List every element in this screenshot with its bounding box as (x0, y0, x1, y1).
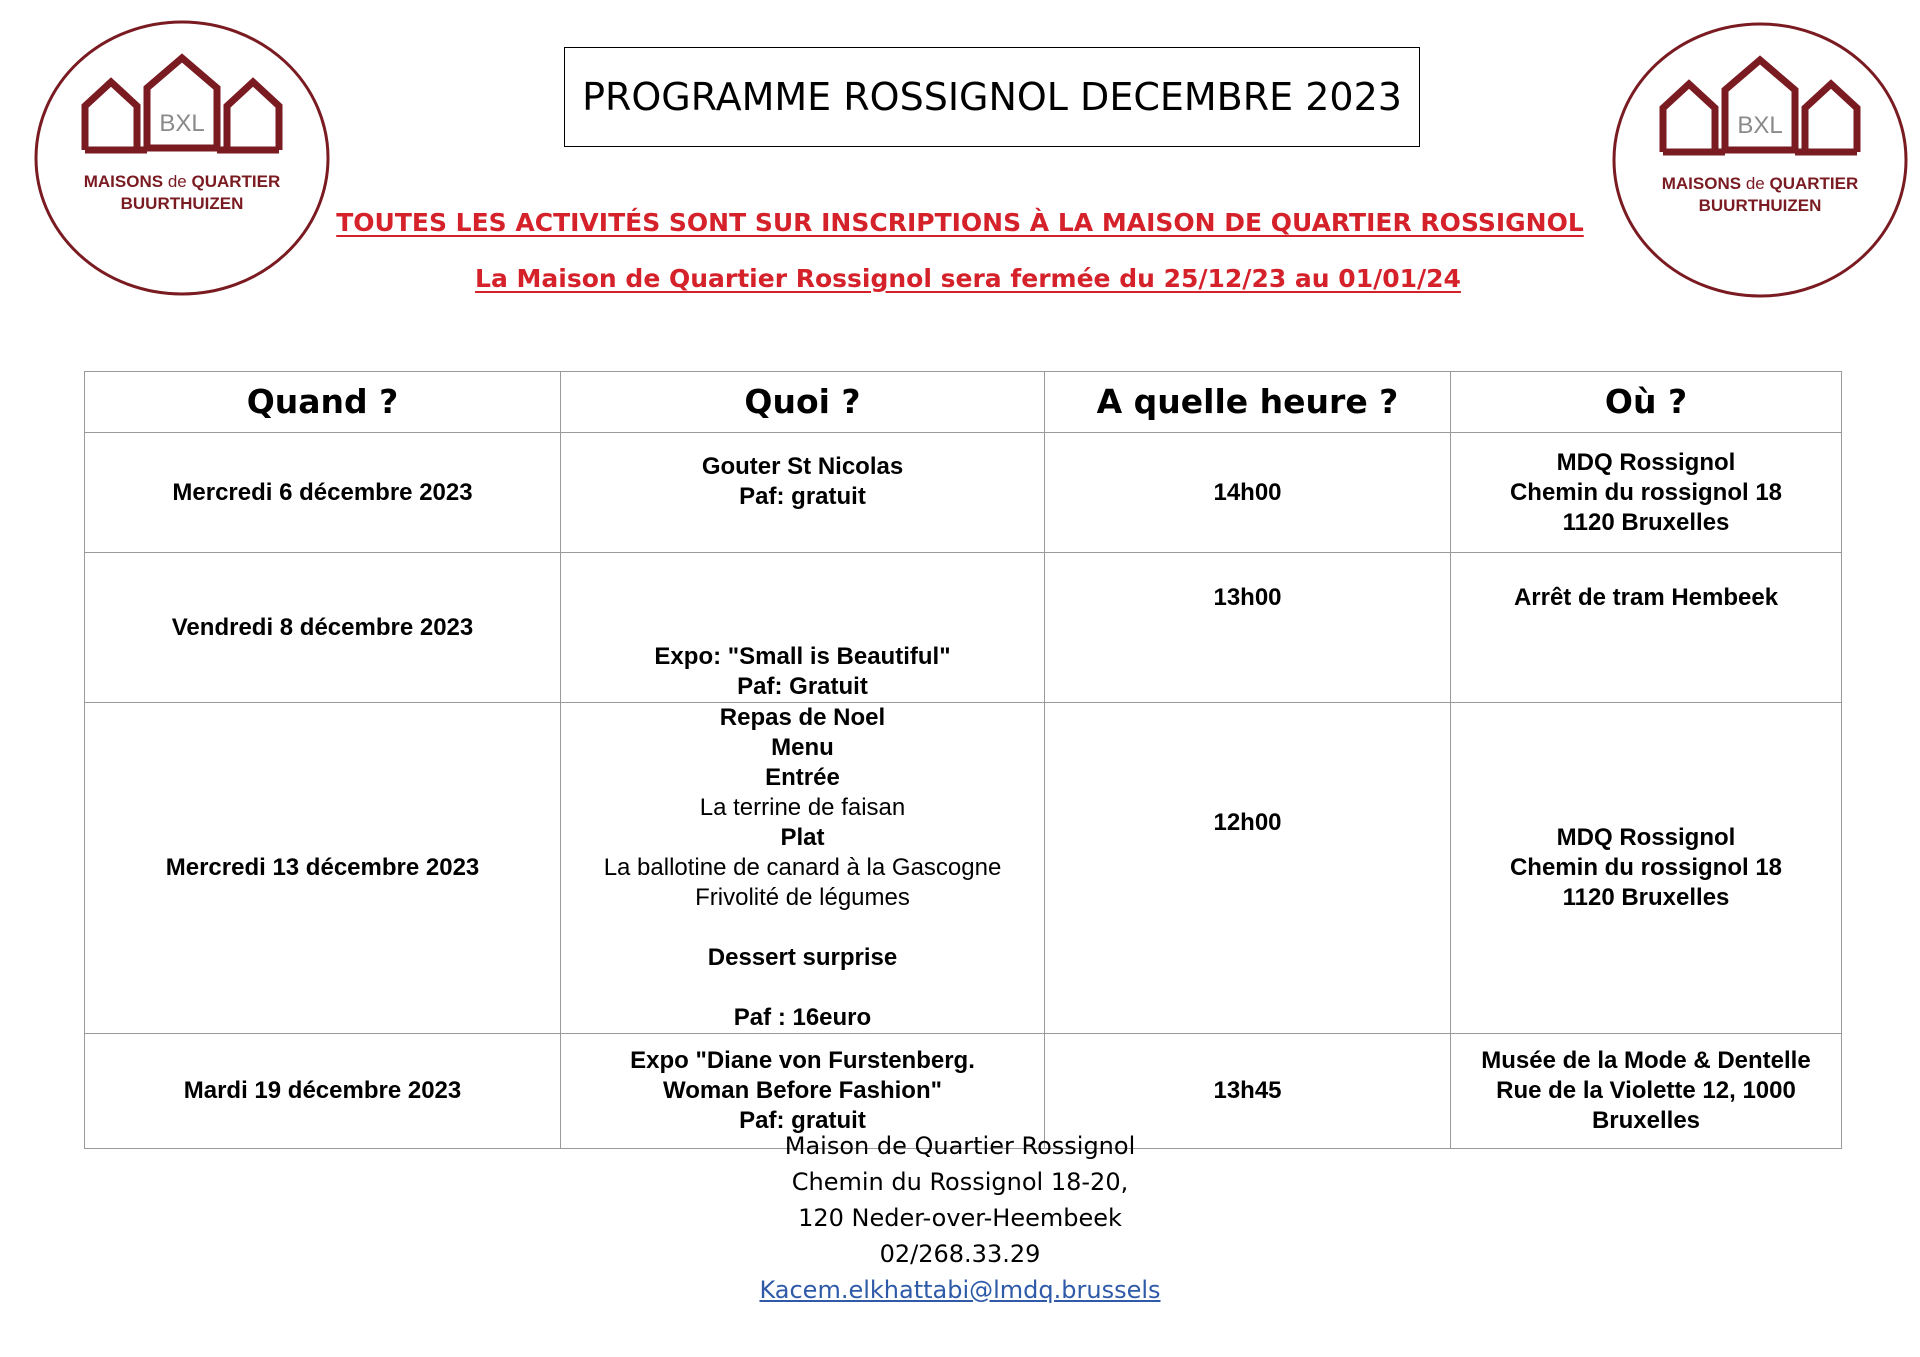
svg-text:MAISONS de QUARTIE: MAISONS de QUARTIER (83, 172, 281, 191)
footer-city: 120 Neder-over-Heembeek (798, 1204, 1122, 1232)
registration-notice: TOUTES LES ACTIVITÉS SONT SUR INSCRIPTIONS À LA MAISON DE QUARTIER ROSSIGNOL (336, 208, 1584, 237)
logo-badge: BXL (1737, 112, 1783, 139)
footer-street: Chemin du Rossignol 18-20, (791, 1168, 1129, 1196)
table-row (85, 553, 1842, 703)
logo-left (32, 18, 332, 298)
cell-where: MDQ Rossignol Chemin du rossignol 18 1120 Bruxelles (1451, 703, 1842, 1034)
cell-what: Expo: "Small is Beautiful" Paf: Gratuit (561, 553, 1045, 703)
logo-badge: BXL (159, 110, 205, 137)
cell-where: Musée de la Mode & Dentelle Rue de la Violette 12, 1000 Bruxelles (1451, 1034, 1842, 1149)
page-title-box (564, 47, 1420, 147)
cell-what: Gouter St Nicolas Paf: gratuit (561, 433, 1045, 553)
header-where: Où ? (1451, 372, 1842, 433)
cell-when: Mardi 19 décembre 2023 (85, 1034, 561, 1149)
table-row (85, 433, 1842, 553)
cell-when: Mercredi 13 décembre 2023 (85, 703, 561, 1034)
cell-where: MDQ Rossignol Chemin du rossignol 18 1120 Bruxelles (1451, 433, 1842, 553)
footer-contact (0, 1128, 1920, 1308)
header-time: A quelle heure ? (1045, 372, 1451, 433)
header-what: Quoi ? (561, 372, 1045, 433)
cell-when: Mercredi 6 décembre 2023 (85, 433, 561, 553)
table-row (85, 703, 1842, 1034)
table-header-row (85, 372, 1842, 433)
logo-right (1610, 20, 1910, 300)
cell-time: 14h00 (1045, 433, 1451, 553)
cell-time: 12h00 (1045, 703, 1451, 1034)
footer-email-link[interactable]: Kacem.elkhattabi@lmdq.brussels (759, 1276, 1161, 1304)
cell-where: Arrêt de tram Hembeek (1451, 553, 1842, 703)
svg-text:BUURTHUIZEN: BUURTHUIZEN (120, 194, 244, 213)
schedule-table (84, 371, 1842, 1149)
page-title: PROGRAMME ROSSIGNOL DECEMBRE 2023 (582, 75, 1402, 119)
cell-time: 13h45 (1045, 1034, 1451, 1149)
closure-notice: La Maison de Quartier Rossignol sera fermée du 25/12/23 au 01/01/24 (475, 264, 1461, 293)
cell-what: Repas de Noel Menu Entrée La terrine de faisan Plat La ballotine de canard à la Gascogne Frivolité de légumes Dessert surprise Paf : 16euro (561, 703, 1045, 1034)
cell-when: Vendredi 8 décembre 2023 (85, 553, 561, 703)
footer-phone: 02/268.33.29 (879, 1240, 1041, 1268)
footer-name: Maison de Quartier Rossignol (784, 1132, 1136, 1160)
svg-text:MAISONS de QUARTIE: MAISONS de QUARTIER (1661, 174, 1859, 193)
header-when: Quand ? (85, 372, 561, 433)
cell-time: 13h00 (1045, 553, 1451, 703)
cell-what: Expo "Diane von Furstenberg. Woman Before Fashion" Paf: gratuit (561, 1034, 1045, 1149)
svg-text:BUURTHUIZEN: BUURTHUIZEN (1698, 196, 1822, 215)
